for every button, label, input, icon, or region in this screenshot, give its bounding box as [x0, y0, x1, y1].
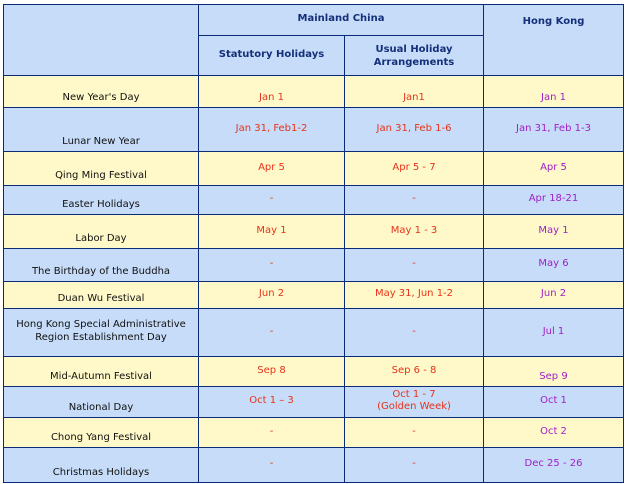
hk-date: Apr 18-21	[484, 186, 624, 215]
statutory-date: Jun 2	[199, 282, 345, 309]
usual-date: -	[345, 448, 484, 483]
table-row	[4, 357, 624, 387]
statutory-date: -	[199, 309, 345, 357]
usual-date: Apr 5 - 7	[345, 152, 484, 186]
statutory-date: Sep 8	[199, 357, 345, 387]
table-row	[4, 249, 624, 282]
statutory-date: Jan 31, Feb1-2	[199, 108, 345, 152]
holiday-name: Qing Ming Festival	[4, 152, 199, 186]
hk-date: Jun 2	[484, 282, 624, 309]
table-row	[4, 108, 624, 152]
usual-date: Jan 31, Feb 1-6	[345, 108, 484, 152]
usual-date: -	[345, 186, 484, 215]
table-row	[4, 215, 624, 249]
table-row	[4, 186, 624, 215]
header-statutory-holidays: Statutory Holidays	[199, 36, 345, 76]
header-empty-cell	[4, 5, 199, 76]
holiday-name: Christmas Holidays	[4, 448, 199, 483]
holiday-name: New Year's Day	[4, 76, 199, 108]
statutory-date: -	[199, 418, 345, 448]
table-row	[4, 448, 624, 483]
header-hong-kong: Hong Kong	[484, 5, 624, 76]
usual-date: -	[345, 309, 484, 357]
table-row	[4, 309, 624, 357]
usual-date: -	[345, 249, 484, 282]
statutory-date: Jan 1	[199, 76, 345, 108]
statutory-date: -	[199, 249, 345, 282]
hk-date: Dec 25 - 26	[484, 448, 624, 483]
holiday-name: National Day	[4, 387, 199, 418]
usual-date-note: (Golden Week)	[377, 400, 451, 412]
table-row	[4, 76, 624, 108]
usual-date-cell	[345, 387, 484, 418]
hk-date: Jul 1	[484, 309, 624, 357]
hk-date: May 1	[484, 215, 624, 249]
table-row	[4, 282, 624, 309]
holiday-name: Hong Kong Special Administrative Region Establishment Day	[4, 309, 199, 357]
holiday-name: Chong Yang Festival	[4, 418, 199, 448]
usual-date: -	[345, 418, 484, 448]
hk-date: Jan 1	[484, 76, 624, 108]
table-row	[4, 152, 624, 186]
statutory-date: Oct 1 – 3	[199, 387, 345, 418]
usual-date: Jan1	[345, 76, 484, 108]
hk-date: Apr 5	[484, 152, 624, 186]
hk-date: Oct 2	[484, 418, 624, 448]
usual-date: Oct 1 - 7	[392, 388, 436, 400]
header-usual-arrangements: Usual Holiday Arrangements	[345, 36, 484, 76]
hk-date: May 6	[484, 249, 624, 282]
holiday-name: Labor Day	[4, 215, 199, 249]
hk-date: Jan 31, Feb 1-3	[484, 108, 624, 152]
table-row	[4, 418, 624, 448]
statutory-date: May 1	[199, 215, 345, 249]
usual-date: May 1 - 3	[345, 215, 484, 249]
statutory-date: Apr 5	[199, 152, 345, 186]
hk-date: Sep 9	[484, 357, 624, 387]
holiday-name: Lunar New Year	[4, 108, 199, 152]
header-mainland-china: Mainland China	[199, 5, 484, 36]
table-row	[4, 387, 624, 418]
holiday-name: Easter Holidays	[4, 186, 199, 215]
statutory-date: -	[199, 448, 345, 483]
statutory-date: -	[199, 186, 345, 215]
usual-date: May 31, Jun 1-2	[345, 282, 484, 309]
hk-date: Oct 1	[484, 387, 624, 418]
usual-date: Sep 6 - 8	[345, 357, 484, 387]
holiday-name: Duan Wu Festival	[4, 282, 199, 309]
holiday-name: Mid-Autumn Festival	[4, 357, 199, 387]
holiday-comparison-table	[3, 4, 624, 483]
holiday-name: The Birthday of the Buddha	[4, 249, 199, 282]
